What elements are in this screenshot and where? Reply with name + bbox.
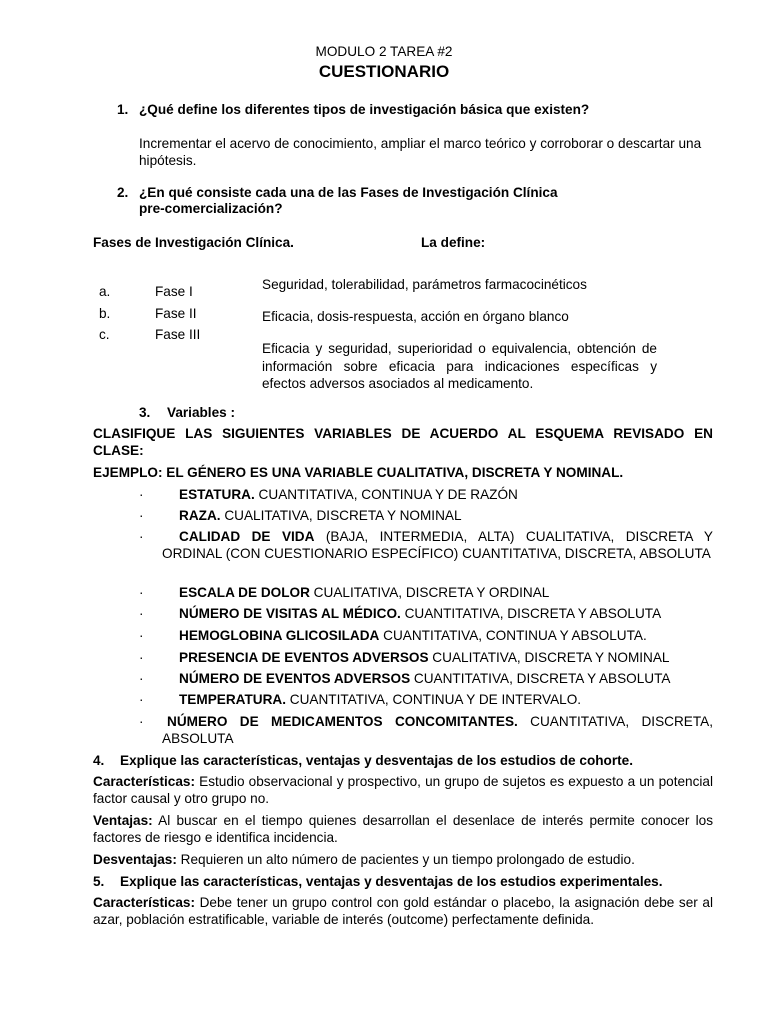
variable-name: HEMOGLOBINA GLICOSILADA [179,628,380,643]
document-title: CUESTIONARIO [318,62,450,81]
phases-column-header: Fases de Investigación Clínica. [93,235,294,250]
variable-classification: CUANTITATIVA, DISCRETA Y ABSOLUTA [410,671,671,686]
variable-name: PRESENCIA DE EVENTOS ADVERSOS [179,650,429,665]
phase-definition: Eficacia y seguridad, superioridad o equivalencia, obtención de información sobre eficacia para indicaciones específicas y efectos adversos asociados al medicamento. [262,341,657,391]
phase-letter: a. [99,284,111,299]
variable-name: ESCALA DE DOLOR [179,585,310,600]
advantages-text: Al buscar en el tiempo quienes desarrollan el desenlace de interés permite conocer los factores de riesgo e identifica incidencia. [93,813,713,845]
document-subtitle: MODULO 2 TAREA #2 [315,44,453,59]
q1-answer: Incrementar el acervo de conocimiento, ampliar el marco teórico y corroborar o descartar una hipótesis. [139,136,702,168]
q4-disadvantages [93,851,713,868]
phase-letter: c. [99,327,110,342]
q5-number: 5. [93,874,105,889]
q2-question-line1: ¿En qué consiste cada una de las Fases de Investigación Clínica [139,185,558,200]
characteristics-label: Características: [93,895,196,910]
definition-column-header: La define: [421,235,486,250]
phase-name: Fase II [155,306,197,321]
bullet: · [139,714,144,729]
characteristics-text: Debe tener un grupo control con gold estándar o placebo, la asignación debe ser al azar, población estratificable, variable de interés (outcome) perfectamente definida. [93,895,713,927]
variable-classification: CUANTITATIVA, DISCRETA Y ABSOLUTA [400,606,662,621]
characteristics-label: Características: [93,774,196,789]
phase-letter: b. [99,306,111,321]
bullet: · [139,585,144,600]
disadvantages-label: Desventajas: [93,852,177,867]
q4-question: Explique las características, ventajas y desventajas de los estudios de cohorte. [120,753,634,768]
q1-question: ¿Qué define los diferentes tipos de investigación básica que existen? [139,102,590,117]
phase-name: Fase III [155,327,201,342]
q3-instruction: CLASIFIQUE LAS SIGUIENTES VARIABLES DE ACUERDO AL ESQUEMA REVISADO EN CLASE: [93,426,713,458]
q4-advantages [93,812,713,846]
variable-classification: (BAJA, INTERMEDIA, ALTA) CUALITATIVA, DISCRETA Y ORDINAL (CON CUESTIONARIO ESPECÍFICO) CUANTITATIVA, DISCRETA, ABSOLUTA [162,529,713,561]
q3-example: EJEMPLO: EL GÉNERO ES UNA VARIABLE CUALITATIVA, DISCRETA Y NOMINAL. [93,465,624,480]
variable-name: TEMPERATURA. [179,692,286,707]
bullet: · [139,529,144,544]
variable-name: NÚMERO DE MEDICAMENTOS CONCOMITANTES. [167,714,518,729]
q2-number: 2. [117,185,129,200]
q4-characteristics [93,773,713,807]
phase-definition: Seguridad, tolerabilidad, parámetros farmacocinéticos [262,277,587,292]
bullet: · [139,508,144,523]
characteristics-text: Estudio observacional y prospectivo, un grupo de sujetos es expuesto a un potencial factor causal y otro grupo no. [93,774,713,806]
phase-definition: Eficacia, dosis-respuesta, acción en órgano blanco [262,309,569,324]
variable-classification: CUANTITATIVA, CONTINUA Y ABSOLUTA. [379,628,647,643]
bullet: · [139,671,144,686]
advantages-label: Ventajas: [93,813,153,828]
q5-characteristics [93,894,713,928]
q3-title: Variables : [167,405,236,420]
variable-classification: CUANTITATIVA, DISCRETA, ABSOLUTA [162,714,713,746]
variable-name: CALIDAD DE VIDA [179,529,315,544]
bullet: · [139,606,144,621]
variable-classification: CUALITATIVA, DISCRETA Y NOMINAL [220,508,462,523]
disadvantages-text: Requieren un alto número de pacientes y un tiempo prolongado de estudio. [176,852,635,867]
q2-question-line2: pre-comercialización? [139,201,283,216]
variable-name: NÚMERO DE VISITAS AL MÉDICO. [179,606,401,621]
q1-number: 1. [117,102,129,117]
q4-number: 4. [93,753,105,768]
bullet: · [139,628,144,643]
variable-name: RAZA. [179,508,221,523]
variable-name: ESTATURA. [179,487,255,502]
bullet: · [139,650,144,665]
variable-classification: CUALITATIVA, DISCRETA Y NOMINAL [428,650,670,665]
q3-number: 3. [139,405,151,420]
bullet: · [139,487,144,502]
variable-classification: CUANTITATIVA, CONTINUA Y DE RAZÓN [254,487,518,502]
variable-name: NÚMERO DE EVENTOS ADVERSOS [179,671,411,686]
bullet: · [139,692,144,707]
phase-name: Fase I [155,284,193,299]
q5-question: Explique las características, ventajas y desventajas de los estudios experimentales. [120,874,663,889]
variable-classification: CUANTITATIVA, CONTINUA Y DE INTERVALO. [285,692,582,707]
variable-classification: CUALITATIVA, DISCRETA Y ORDINAL [309,585,550,600]
